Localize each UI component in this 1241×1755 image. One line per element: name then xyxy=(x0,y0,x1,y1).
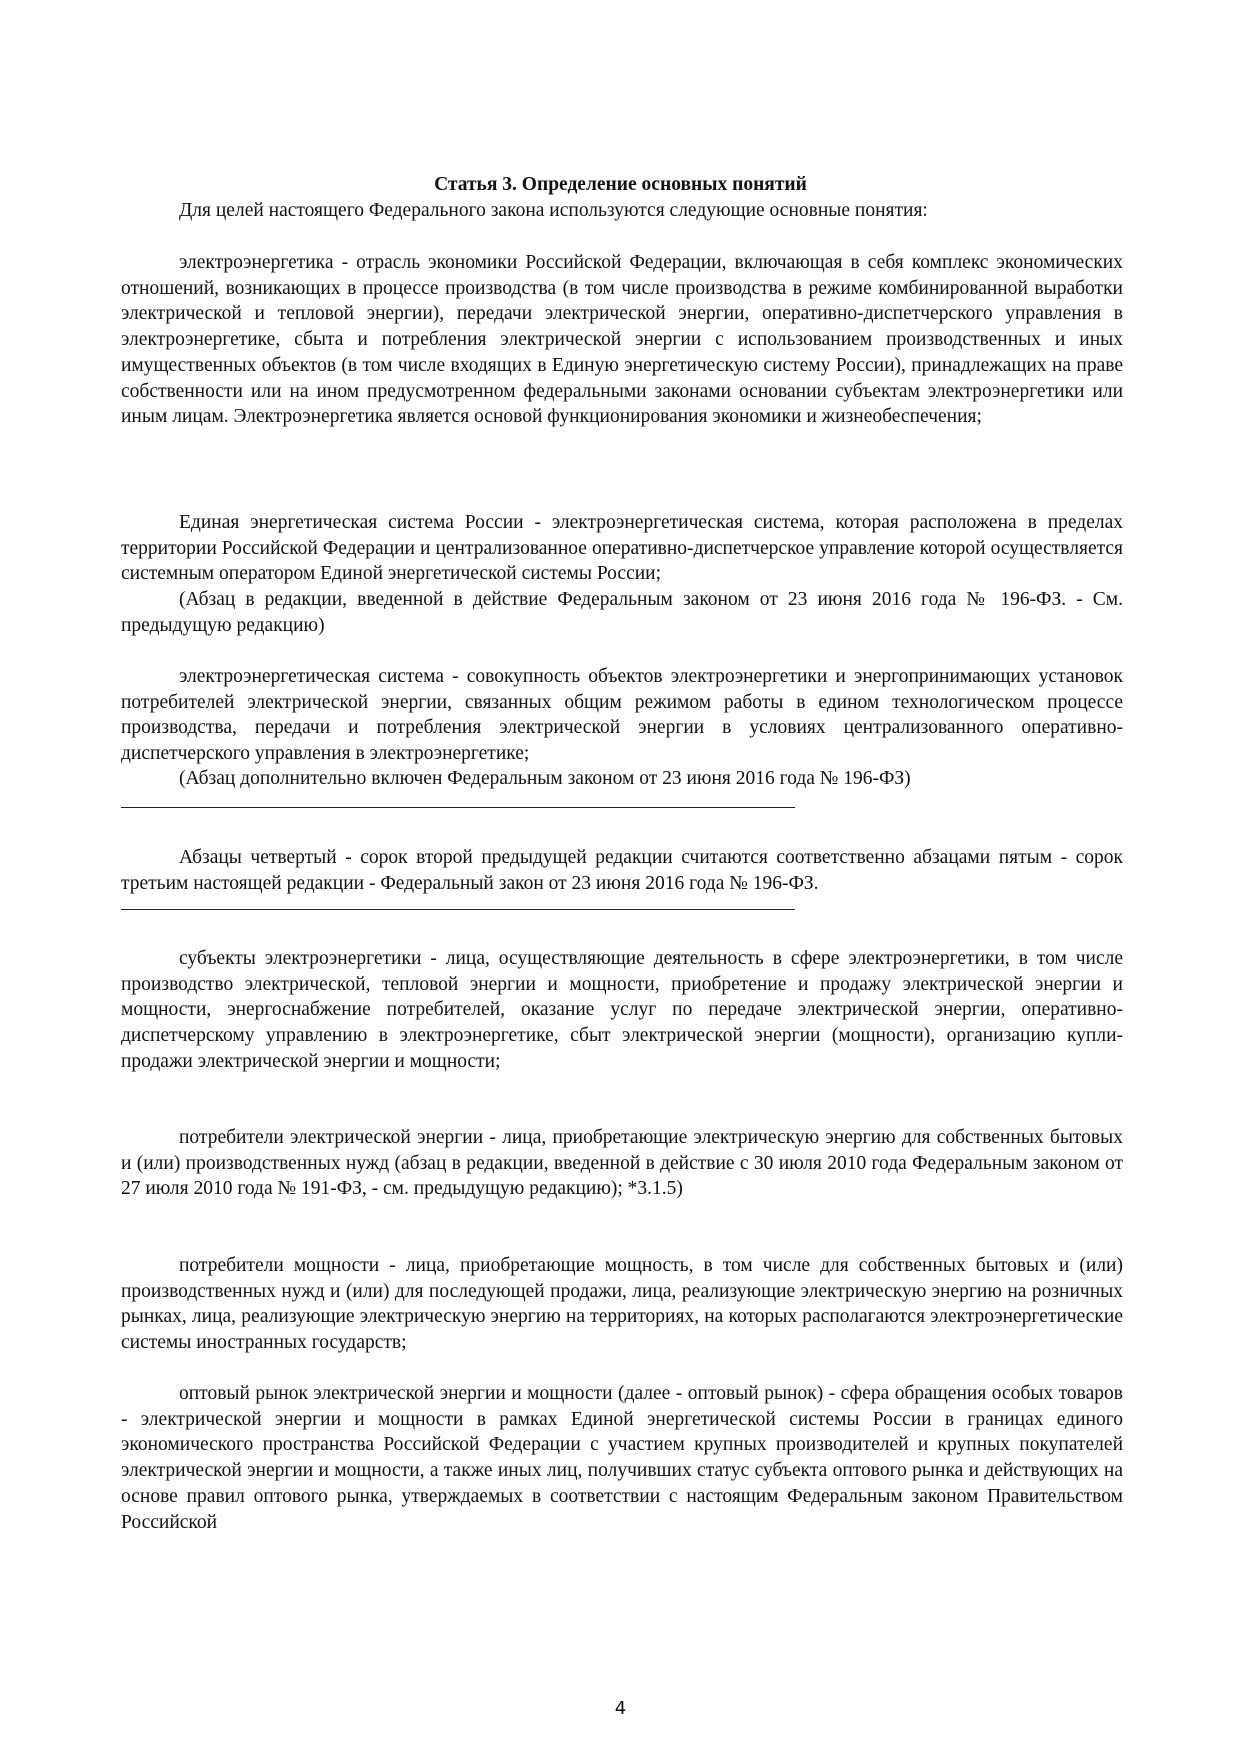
amendment-note: (Абзац в редакции, введенной в действие Федеральным законом от 23 июня 2016 года № 196-ФЗ. - См. предыдущую редакцию) xyxy=(121,589,1123,636)
amendment-note: (Абзац дополнительно включен Федеральным законом от 23 июня 2016 года № 196-ФЗ) xyxy=(179,768,911,789)
definition-paragraph-electric-power-industry: электроэнергетика - отрасль экономики Российской Федерации, включающая в себя комплекс экономических отношений, возникающих в процессе производства (в том числе производства в режиме комбинированной выработки электрической и тепловой энергии), передачи электрической энергии, оперативно-диспетчерского управления в электроэнергетике, сбыта и потребления электрической энергии с использованием производственных и иных имущественных объектов (в том числе входящих в Единую энергетическую систему России), принадлежащих на праве собственности или на ином предусмотренном федеральными законами основании субъектам электроэнергетики или иным лицам. Электроэнергетика является основой функционирования экономики и жизнеобеспечения; xyxy=(121,252,1123,428)
definition-paragraph-power-industry-entities: субъекты электроэнергетики - лица, осуществляющие деятельность в сфере электроэнергетики, в том числе производство электрической, тепловой энергии и мощности, приобретение и продажу электрической энергии и мощности, энергоснабжение потребителей, оказание услуг по передаче электрической энергии, оперативно-диспетчерскому управлению в электроэнергетике, сбыт электрической энергии (мощности), организацию купли-продажи электрической энергии и мощности; xyxy=(121,948,1123,1072)
editorial-note-paragraph: Абзацы четвертый - сорок второй предыдущей редакции считаются соответственно абзацами пятым - сорок третьим настоящей редакции - Федеральный закон от 23 июня 2016 года № 196-ФЗ. xyxy=(121,847,1123,894)
separator-line xyxy=(121,807,795,808)
definition-paragraph-electricity-consumers: потребители электрической энергии - лица, приобретающие электрическую энергию для собственных бытовых и (или) производственных нужд (абзац в редакции, введенной в действие с 30 июля 2010 года Федеральным законом от 27 июля 2010 года № 191-ФЗ, - см. предыдущую редакцию); *3.1.5) xyxy=(121,1127,1123,1200)
definition-paragraph-power-system: электроэнергетическая система - совокупность объектов электроэнергетики и энергопринимающих установок потребителей электрической энергии, связанных общим режимом работы в едином технологическом процессе производства, передачи и потребления электрической энергии в условиях централизованного оперативно-диспетчерского управления в электроэнергетике; xyxy=(121,666,1123,765)
definition-paragraph-unified-energy-system: Единая энергетическая система России - электроэнергетическая система, которая расположена в пределах территории Российской Федерации и централизованное оперативно-диспетчерское управление которой осуществляется системным оператором Единой энергетической системы России; xyxy=(121,512,1123,585)
separator-line xyxy=(121,909,795,910)
page-number: 4 xyxy=(614,1698,627,1719)
definition-paragraph-wholesale-market: оптовый рынок электрической энергии и мощности (далее - оптовый рынок) - сфера обращения особых товаров - электрической энергии и мощности в рамках Единой энергетической системы России в границах единого экономического пространства Российской Федерации с участием крупных производителей и крупных покупателей электрической энергии и мощности, а также иных лиц, получивших статус субъекта оптового рынка и действующих на основе правил оптового рынка, утверждаемых в соответствии с настоящим Федеральным законом Правительством Российской xyxy=(121,1383,1123,1533)
article-heading: Статья 3. Определение основных понятий xyxy=(434,174,807,195)
intro-paragraph: Для целей настоящего Федерального закона используются следующие основные понятия: xyxy=(179,200,928,221)
definition-paragraph-capacity-consumers: потребители мощности - лица, приобретающие мощность, в том числе для собственных бытовых и (или) производственных нужд и (или) для последующей продажи, лица, реализующие электрическую энергию на розничных рынках, лица, реализующие электрическую энергию на территориях, на которых располагаются электроэнергетические системы иностранных государств; xyxy=(121,1255,1123,1354)
